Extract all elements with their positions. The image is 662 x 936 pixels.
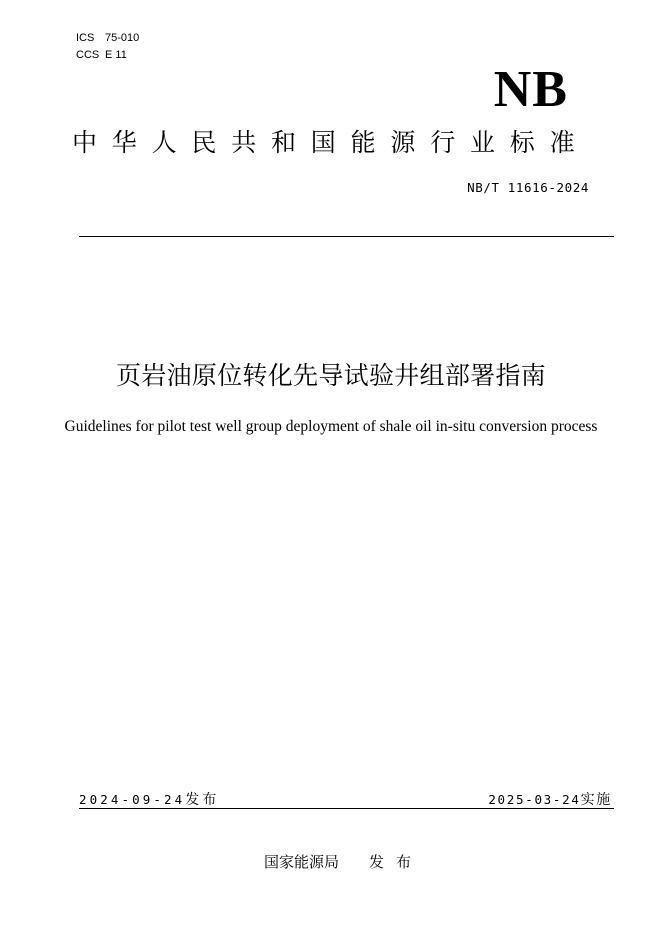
implement-label: 实施	[580, 792, 612, 808]
issue-label: 发布	[185, 792, 220, 808]
document-title-english: Guidelines for pilot test well group deployment of shale oil in-situ conversion process	[64, 418, 598, 435]
standard-code: NB/T 11616-2024	[467, 180, 589, 195]
publisher-action: 发布	[369, 853, 424, 871]
implement-date-line	[488, 789, 612, 809]
organization-title: 中华人民共和国能源行业标准	[72, 128, 590, 157]
ics-value: 75-010	[105, 32, 140, 44]
ics-label: ICS	[76, 32, 95, 44]
issue-date: 2024-09-24	[79, 792, 186, 807]
ccs-line	[76, 49, 127, 62]
publisher-line	[264, 852, 423, 872]
ccs-label: CCS	[76, 49, 100, 61]
top-divider	[79, 236, 614, 237]
ics-line	[76, 32, 139, 45]
document-title-chinese: 页岩油原位转化先导试验井组部署指南	[115, 361, 547, 390]
issue-date-line	[79, 789, 219, 809]
publisher-name: 国家能源局	[264, 853, 340, 871]
implement-date: 2025-03-24	[488, 792, 581, 807]
bottom-divider	[79, 808, 614, 809]
nb-logo: NB	[493, 61, 568, 118]
ccs-value: E 11	[105, 49, 127, 61]
